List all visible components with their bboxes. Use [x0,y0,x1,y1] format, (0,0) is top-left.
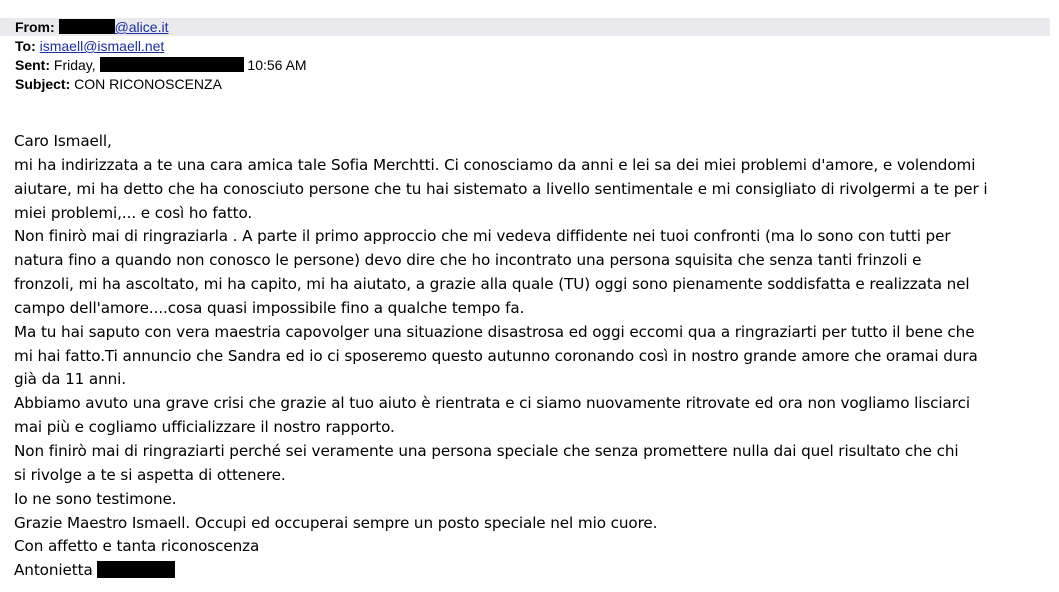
email-header [0,18,1050,98]
sent-row [15,56,307,75]
redacted-block [100,57,244,72]
body-line: Non finirò mai di ringraziarla . A parte il primo approccio che mi vedeva diffidente nei tuoi confronti (ma lo sono con tutti per [14,227,951,246]
to-row [15,37,164,56]
body-line: Io ne sono testimone. [14,489,177,508]
subject-value: CON RICONOSCENZA [74,76,222,92]
redacted-block [97,561,175,578]
body-line: si rivolge a te si aspetta di ottenere. [14,465,286,484]
body-line: Con affetto e tanta riconoscenza [14,537,260,556]
sent-day: Friday, [53,57,96,73]
body-line: mi ha indirizzata a te una cara amica tale Sofia Merchtti. Ci conosciamo da anni e lei sa dei miei problemi d'amore, e volendomi [14,155,976,174]
body-line: già da 11 anni. [14,370,127,389]
body-line: Grazie Maestro Ismaell. Occupi ed occuperai sempre un posto speciale nel mio cuore. [14,513,658,532]
from-address-link[interactable]: @alice.it [114,19,169,35]
body-line: miei problemi,... e così ho fatto. [14,203,253,222]
signature-line [14,559,1054,583]
from-label: From: [15,19,55,35]
email-body [14,130,1054,583]
to-label: To: [15,38,36,54]
from-row [15,18,168,37]
body-line: mi hai fatto.Ti annuncio che Sandra ed io ci sposeremo questo autunno coronando così in nostro grande amore che oramai dura [14,346,978,365]
sent-time: 10:56 AM [247,57,307,73]
body-line: Caro Ismaell, [14,132,112,150]
body-line: fronzoli, mi ha ascoltato, mi ha capito, mi ha aiutato, a grazie alla quale (TU) oggi sono pienamente soddisfatta e realizzata nel [14,275,970,294]
redacted-block [59,19,115,34]
body-line: mai più e cogliamo ufficializzare il nostro rapporto. [14,418,395,437]
body-line: campo dell'amore....cosa quasi impossibile fino a qualche tempo fa. [14,298,525,317]
sent-label: Sent: [15,57,50,73]
to-address-link[interactable]: ismaell@ismaell.net [39,38,165,54]
body-line: Abbiamo avuto una grave crisi che grazie al tuo aiuto è rientrata e ci siamo nuovamente ritrovate ed ora non vogliamo lisciarci [14,394,970,413]
subject-label: Subject: [15,76,71,92]
body-line: aiutare, mi ha detto che ha conosciuto persone che tu hai sistemato a livello sentimentale e mi consigliato di rivolgermi a te per i [14,179,988,198]
signature-name: Antonietta [14,561,93,580]
subject-row [15,75,222,94]
body-line: Ma tu hai saputo con vera maestria capovolger una situazione disastrosa ed oggi eccomi qua a ringraziarti per tutto il bene che [14,322,975,341]
body-line: Non finirò mai di ringraziarti perché sei veramente una persona speciale che senza promettere nulla dai quel risultato che chi [14,441,959,460]
body-line: natura fino a quando non conosco le persone) devo dire che ho incontrato una persona squisita che senza tanti frinzoli e [14,251,922,270]
